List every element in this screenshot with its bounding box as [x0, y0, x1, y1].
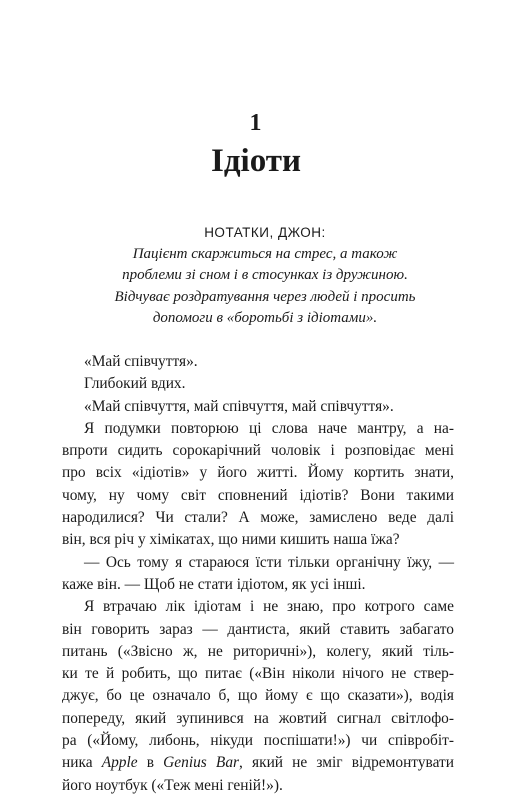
- text-line: чому, ну чому світ сповнений ідіотів? Вони такими: [62, 486, 454, 504]
- notes-heading: НОТАТКИ, ДЖОН:: [204, 225, 326, 240]
- text-line: питань («Звісно ж, не риторичні»), колегу, який тіль-: [62, 642, 454, 660]
- text-line: про всіх «ідіотів» у його житті. Йому кортить знати,: [62, 464, 454, 482]
- text-line-mixed: [62, 752, 454, 774]
- text-line: «Май співчуття, май співчуття, май співчуття».: [84, 397, 394, 415]
- text-fragment: ника: [62, 754, 102, 772]
- text-line: «Май співчуття».: [84, 353, 198, 370]
- text-line: каже він. — Щоб не стати ідіотом, як усі інші.: [62, 575, 366, 593]
- text-line: його ноутбук («Теж мені геній!»).: [62, 776, 283, 794]
- notes-line: допомоги в «боротьбі з ідіотами».: [152, 309, 378, 326]
- text-line: попереду, який зупинився на жовтий сигнал світлофо-: [62, 709, 454, 727]
- text-line: Я втрачаю лік ідіотам і не знаю, про котрого саме: [84, 598, 454, 616]
- chapter-number: 1: [249, 110, 263, 136]
- body-text: [62, 351, 454, 797]
- text-fragment: , який не зміг відремонтувати: [239, 754, 454, 772]
- brand-apple: Apple: [101, 754, 138, 772]
- text-line: впроти сидить сорокарічний чоловік і розповідає мені: [62, 442, 454, 460]
- text-line: він говорить зараз — дантиста, який ставить забагато: [62, 620, 454, 638]
- text-line: він, вся річ у хімікатах, що ними кишить наша їжа?: [62, 531, 400, 549]
- text-fragment: в: [137, 754, 164, 772]
- text-line: джує, бо це означало б, що йому є що сказати»), водія: [62, 687, 454, 705]
- text-line: — Ось тому я стараюся їсти тільки органічну їжу, —: [84, 553, 454, 571]
- text-line: Глибокий вдих.: [84, 375, 186, 393]
- therapist-notes: [112, 222, 418, 329]
- text-line: ки те й робить, що питає («Він ніколи нічого не ствер-: [62, 665, 454, 683]
- text-line: Я подумки повторюю ці слова наче мантру, а на-: [84, 419, 454, 437]
- notes-line: проблеми зі сном і в стосунках із дружиною.: [122, 267, 408, 284]
- notes-line: Відчуває роздратування через людей і просить: [114, 288, 416, 305]
- chapter-title: Ідіоти: [211, 143, 301, 179]
- brand-genius-bar: Genius Bar: [163, 754, 240, 772]
- notes-line: Пацієнт скаржиться на стрес, а також: [132, 246, 398, 262]
- text-line: ра («Йому, либонь, нікуди поспішати!») чи співробіт-: [62, 732, 454, 750]
- text-line: народилися? Чи стали? А може, замислено веде далі: [62, 509, 454, 527]
